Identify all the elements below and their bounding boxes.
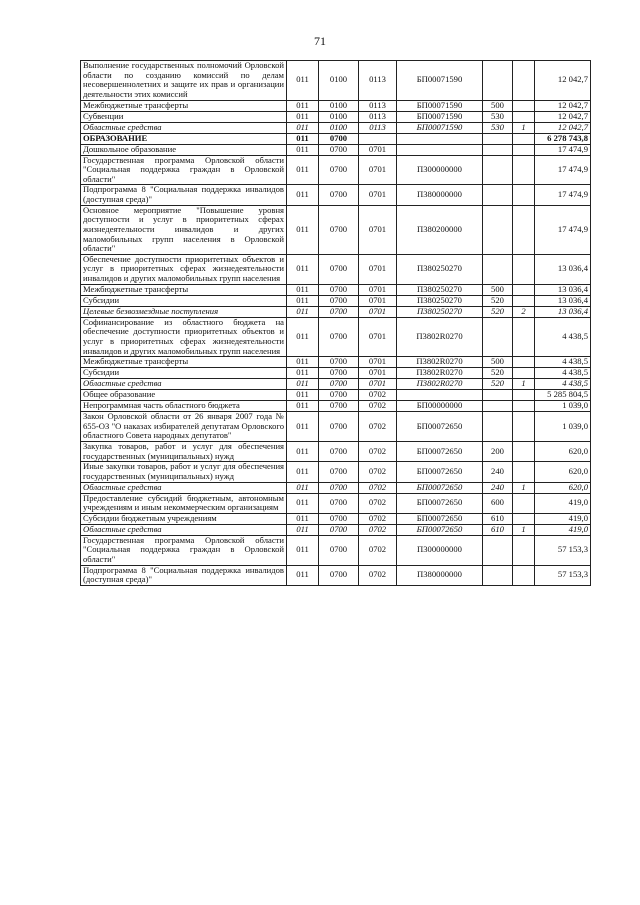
row-section: 0700	[319, 442, 359, 462]
row-expense-type	[483, 155, 513, 185]
row-section: 0700	[319, 368, 359, 379]
row-code: 011	[287, 401, 319, 412]
row-article: БП00072650	[397, 412, 483, 442]
row-expense-type	[483, 412, 513, 442]
row-code: 011	[287, 368, 319, 379]
row-subsection: 0701	[359, 155, 397, 185]
row-name: ОБРАЗОВАНИЕ	[81, 133, 287, 144]
table-row	[81, 122, 591, 133]
row-name: Закупка товаров, работ и услуг для обеспечения государственных (муниципальных) нужд	[81, 442, 287, 462]
row-amount: 620,0	[535, 462, 591, 482]
row-section: 0700	[319, 155, 359, 185]
row-code: 011	[287, 205, 319, 254]
table-row	[81, 284, 591, 295]
row-expense-type: 500	[483, 284, 513, 295]
table-row	[81, 185, 591, 205]
row-expense-type	[483, 205, 513, 254]
row-source	[513, 100, 535, 111]
row-expense-type: 530	[483, 122, 513, 133]
row-subsection: 0702	[359, 462, 397, 482]
row-expense-type	[483, 317, 513, 357]
row-name: Областные средства	[81, 524, 287, 535]
table-row	[81, 254, 591, 284]
row-section: 0700	[319, 535, 359, 565]
row-source	[513, 205, 535, 254]
table-row	[81, 412, 591, 442]
table-row	[81, 306, 591, 317]
row-name: Межбюджетные трансферты	[81, 357, 287, 368]
row-article: П3802R0270	[397, 317, 483, 357]
row-expense-type: 520	[483, 295, 513, 306]
row-expense-type: 520	[483, 306, 513, 317]
row-expense-type: 520	[483, 379, 513, 390]
table-row	[81, 565, 591, 585]
row-section: 0700	[319, 565, 359, 585]
row-article: П380250270	[397, 254, 483, 284]
row-expense-type: 610	[483, 524, 513, 535]
row-subsection: 0113	[359, 111, 397, 122]
table-row	[81, 155, 591, 185]
row-article	[397, 390, 483, 401]
row-expense-type: 520	[483, 368, 513, 379]
row-article: П3802R0270	[397, 368, 483, 379]
row-expense-type	[483, 61, 513, 101]
row-source: 1	[513, 379, 535, 390]
row-source	[513, 493, 535, 513]
row-expense-type	[483, 254, 513, 284]
row-code: 011	[287, 317, 319, 357]
row-amount: 4 438,5	[535, 357, 591, 368]
row-expense-type	[483, 133, 513, 144]
row-subsection: 0113	[359, 61, 397, 101]
row-code: 011	[287, 122, 319, 133]
row-source	[513, 513, 535, 524]
row-source	[513, 185, 535, 205]
row-code: 011	[287, 306, 319, 317]
table-row	[81, 493, 591, 513]
row-section: 0700	[319, 295, 359, 306]
row-expense-type: 500	[483, 100, 513, 111]
row-name: Субсидии	[81, 295, 287, 306]
row-section: 0100	[319, 111, 359, 122]
row-subsection: 0702	[359, 513, 397, 524]
row-name: Подпрограмма 8 "Социальная поддержка инвалидов (доступная среда)"	[81, 565, 287, 585]
row-subsection: 0702	[359, 535, 397, 565]
row-article: БП00071590	[397, 100, 483, 111]
row-section: 0700	[319, 254, 359, 284]
row-article: П300000000	[397, 535, 483, 565]
row-amount: 4 438,5	[535, 379, 591, 390]
row-subsection: 0702	[359, 442, 397, 462]
row-expense-type	[483, 535, 513, 565]
row-article: БП00072650	[397, 493, 483, 513]
row-expense-type	[483, 185, 513, 205]
row-source	[513, 442, 535, 462]
row-code: 011	[287, 442, 319, 462]
row-source	[513, 535, 535, 565]
row-code: 011	[287, 524, 319, 535]
table-row	[81, 390, 591, 401]
row-expense-type	[483, 144, 513, 155]
row-code: 011	[287, 61, 319, 101]
row-expense-type	[483, 401, 513, 412]
row-section: 0700	[319, 185, 359, 205]
table-row	[81, 513, 591, 524]
row-subsection: 0113	[359, 122, 397, 133]
row-article: БП00072650	[397, 513, 483, 524]
row-section: 0700	[319, 493, 359, 513]
row-name: Основное мероприятие "Повышение уровня доступности и услуг в приоритетных сферах жизнедеятельности инвалидов и других маломобильных групп населения в Орловской области"	[81, 205, 287, 254]
row-section: 0100	[319, 100, 359, 111]
row-subsection: 0702	[359, 493, 397, 513]
table-row	[81, 357, 591, 368]
row-section: 0700	[319, 284, 359, 295]
table-row	[81, 100, 591, 111]
row-name: Обеспечение доступности приоритетных объектов и услуг в приоритетных сферах жизнедеятельности инвалидов и других маломобильных групп населения	[81, 254, 287, 284]
row-amount: 17 474,9	[535, 185, 591, 205]
row-source	[513, 462, 535, 482]
row-expense-type: 600	[483, 493, 513, 513]
row-article: П380000000	[397, 185, 483, 205]
row-code: 011	[287, 295, 319, 306]
row-code: 011	[287, 535, 319, 565]
row-expense-type	[483, 565, 513, 585]
row-article: П300000000	[397, 155, 483, 185]
row-name: Непрограммная часть областного бюджета	[81, 401, 287, 412]
row-amount: 419,0	[535, 524, 591, 535]
row-section: 0700	[319, 205, 359, 254]
row-expense-type: 610	[483, 513, 513, 524]
row-article: БП00072650	[397, 462, 483, 482]
row-name: Подпрограмма 8 "Социальная поддержка инвалидов (доступная среда)"	[81, 185, 287, 205]
row-source	[513, 254, 535, 284]
row-source	[513, 133, 535, 144]
row-subsection: 0702	[359, 401, 397, 412]
row-section: 0700	[319, 306, 359, 317]
row-expense-type: 240	[483, 482, 513, 493]
row-code: 011	[287, 482, 319, 493]
row-amount: 17 474,9	[535, 205, 591, 254]
row-subsection: 0701	[359, 284, 397, 295]
table-row	[81, 524, 591, 535]
row-article: БП00071590	[397, 61, 483, 101]
table-row	[81, 111, 591, 122]
row-name: Областные средства	[81, 122, 287, 133]
row-name: Дошкольное образование	[81, 144, 287, 155]
table-row	[81, 368, 591, 379]
row-name: Субсидии бюджетным учреждениям	[81, 513, 287, 524]
row-section: 0700	[319, 133, 359, 144]
row-expense-type: 200	[483, 442, 513, 462]
row-source	[513, 357, 535, 368]
row-amount: 5 285 804,5	[535, 390, 591, 401]
row-name: Межбюджетные трансферты	[81, 100, 287, 111]
table-row	[81, 61, 591, 101]
row-amount: 620,0	[535, 442, 591, 462]
row-source: 1	[513, 122, 535, 133]
table-row	[81, 462, 591, 482]
table-row	[81, 133, 591, 144]
row-section: 0700	[319, 401, 359, 412]
row-name: Областные средства	[81, 482, 287, 493]
row-section: 0700	[319, 412, 359, 442]
row-name: Государственная программа Орловской области "Социальная поддержка граждан в Орловской области"	[81, 155, 287, 185]
row-article: П3802R0270	[397, 357, 483, 368]
table-row	[81, 144, 591, 155]
row-amount: 13 036,4	[535, 295, 591, 306]
row-expense-type: 530	[483, 111, 513, 122]
row-amount: 1 039,0	[535, 401, 591, 412]
row-amount: 12 042,7	[535, 111, 591, 122]
row-amount: 57 153,3	[535, 535, 591, 565]
table-row	[81, 442, 591, 462]
row-subsection: 0701	[359, 368, 397, 379]
row-amount: 17 474,9	[535, 155, 591, 185]
row-name: Предоставление субсидий бюджетным, автономным учреждениям и иным некоммерческим организациям	[81, 493, 287, 513]
row-article	[397, 144, 483, 155]
row-section: 0700	[319, 317, 359, 357]
row-subsection: 0113	[359, 100, 397, 111]
row-code: 011	[287, 144, 319, 155]
row-article: П380250270	[397, 295, 483, 306]
row-code: 011	[287, 493, 319, 513]
row-expense-type: 240	[483, 462, 513, 482]
row-code: 011	[287, 111, 319, 122]
row-source: 1	[513, 524, 535, 535]
row-source	[513, 61, 535, 101]
row-article: П380250270	[397, 306, 483, 317]
row-code: 011	[287, 254, 319, 284]
row-source	[513, 390, 535, 401]
row-code: 011	[287, 357, 319, 368]
row-amount: 13 036,4	[535, 306, 591, 317]
table-row	[81, 401, 591, 412]
row-source	[513, 144, 535, 155]
row-amount: 6 278 743,8	[535, 133, 591, 144]
row-name: Областные средства	[81, 379, 287, 390]
row-amount: 13 036,4	[535, 284, 591, 295]
row-article: БП00072650	[397, 442, 483, 462]
budget-table	[80, 60, 591, 586]
row-code: 011	[287, 565, 319, 585]
row-source	[513, 295, 535, 306]
row-name: Софинансирование из областного бюджета на обеспечение доступности приоритетных объектов и услуг в приоритетных сферах жизнедеятельности инвалидов и других маломобильных групп населения	[81, 317, 287, 357]
row-subsection: 0701	[359, 357, 397, 368]
row-expense-type	[483, 390, 513, 401]
row-article: П3802R0270	[397, 379, 483, 390]
table-row	[81, 379, 591, 390]
row-section: 0700	[319, 379, 359, 390]
page-number: 71	[314, 34, 326, 48]
row-section: 0100	[319, 61, 359, 101]
row-name: Государственная программа Орловской области "Социальная поддержка граждан в Орловской области"	[81, 535, 287, 565]
budget-table-body	[81, 61, 591, 586]
row-source	[513, 565, 535, 585]
row-code: 011	[287, 100, 319, 111]
row-source	[513, 284, 535, 295]
row-subsection: 0701	[359, 317, 397, 357]
row-amount: 12 042,7	[535, 122, 591, 133]
row-subsection: 0702	[359, 390, 397, 401]
row-subsection: 0701	[359, 185, 397, 205]
table-row	[81, 535, 591, 565]
row-source	[513, 155, 535, 185]
row-code: 011	[287, 513, 319, 524]
row-article: БП00071590	[397, 111, 483, 122]
row-section: 0700	[319, 524, 359, 535]
row-amount: 4 438,5	[535, 317, 591, 357]
row-section: 0700	[319, 390, 359, 401]
row-name: Общее образование	[81, 390, 287, 401]
row-subsection: 0701	[359, 254, 397, 284]
table-row	[81, 205, 591, 254]
row-subsection: 0701	[359, 144, 397, 155]
row-article: П380000000	[397, 565, 483, 585]
row-name: Иные закупки товаров, работ и услуг для обеспечения государственных (муниципальных) нужд	[81, 462, 287, 482]
row-code: 011	[287, 412, 319, 442]
row-name: Субсидии	[81, 368, 287, 379]
row-section: 0700	[319, 513, 359, 524]
row-code: 011	[287, 284, 319, 295]
row-subsection: 0702	[359, 524, 397, 535]
row-amount: 13 036,4	[535, 254, 591, 284]
row-expense-type: 500	[483, 357, 513, 368]
row-code: 011	[287, 133, 319, 144]
row-article: П380200000	[397, 205, 483, 254]
row-section: 0100	[319, 122, 359, 133]
row-amount: 4 438,5	[535, 368, 591, 379]
row-name: Выполнение государственных полномочий Орловской области по созданию комиссий по делам несовершеннолетних и защите их прав и организации деятельности этих комиссий	[81, 61, 287, 101]
row-subsection: 0701	[359, 306, 397, 317]
row-article: БП00072650	[397, 482, 483, 493]
row-name: Закон Орловской области от 26 января 2007 года № 655-ОЗ "О наказах избирателей депутатам Орловского областного Совета народных депутатов"	[81, 412, 287, 442]
row-code: 011	[287, 379, 319, 390]
row-code: 011	[287, 462, 319, 482]
row-subsection	[359, 133, 397, 144]
row-code: 011	[287, 185, 319, 205]
row-section: 0700	[319, 482, 359, 493]
row-section: 0700	[319, 357, 359, 368]
row-article	[397, 133, 483, 144]
row-amount: 12 042,7	[535, 61, 591, 101]
row-source	[513, 412, 535, 442]
row-subsection: 0702	[359, 412, 397, 442]
row-article: БП00072650	[397, 524, 483, 535]
row-source: 2	[513, 306, 535, 317]
row-source	[513, 111, 535, 122]
row-code: 011	[287, 390, 319, 401]
row-amount: 419,0	[535, 493, 591, 513]
row-amount: 57 153,3	[535, 565, 591, 585]
row-subsection: 0702	[359, 565, 397, 585]
row-section: 0700	[319, 144, 359, 155]
row-amount: 419,0	[535, 513, 591, 524]
row-section: 0700	[319, 462, 359, 482]
table-row	[81, 295, 591, 306]
row-name: Целевые безвозмездные поступления	[81, 306, 287, 317]
row-source	[513, 368, 535, 379]
row-subsection: 0702	[359, 482, 397, 493]
row-amount: 12 042,7	[535, 100, 591, 111]
row-article: П380250270	[397, 284, 483, 295]
row-amount: 620,0	[535, 482, 591, 493]
table-row	[81, 317, 591, 357]
row-code: 011	[287, 155, 319, 185]
row-name: Межбюджетные трансферты	[81, 284, 287, 295]
row-subsection: 0701	[359, 205, 397, 254]
row-subsection: 0701	[359, 295, 397, 306]
row-name: Субвенции	[81, 111, 287, 122]
row-article: БП00000000	[397, 401, 483, 412]
row-subsection: 0701	[359, 379, 397, 390]
row-source	[513, 317, 535, 357]
row-article: БП00071590	[397, 122, 483, 133]
row-amount: 1 039,0	[535, 412, 591, 442]
table-row	[81, 482, 591, 493]
row-source	[513, 401, 535, 412]
row-amount: 17 474,9	[535, 144, 591, 155]
row-source: 1	[513, 482, 535, 493]
